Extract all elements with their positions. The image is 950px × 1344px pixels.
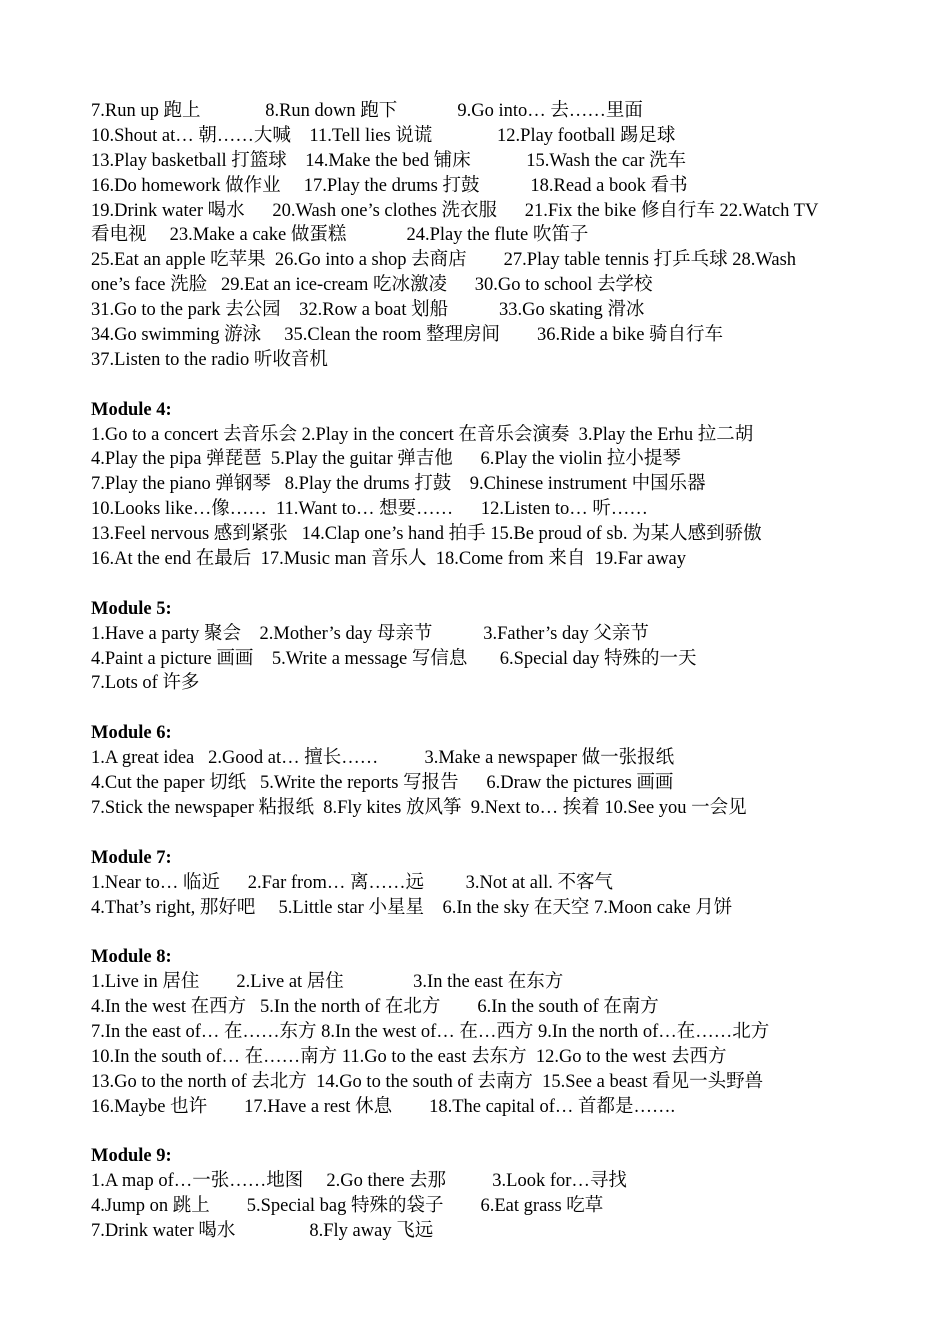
module-5-section [91,597,871,697]
text-line: 10.In the south of… 在……南方 11.Go to the east 去东方 12.Go to the west 去西方 [91,1046,727,1067]
text-line: 7.Play the piano 弹钢琴 8.Play the drums 打鼓 9.Chinese instrument 中国乐器 [91,474,706,495]
module-4-section [91,398,871,572]
text-line: 4.That’s right, 那好吧 5.Little star 小星星 6.In the sky 在天空 7.Moon cake 月饼 [91,897,733,918]
text-line: 13.Play basketball 打篮球 14.Make the bed 铺床 15.Wash the car 洗车 [91,150,687,171]
text-line: 1.A map of…一张……地图 2.Go there 去那 3.Look for…寻找 [91,1171,627,1192]
text-line: 4.Play the pipa 弹琵琶 5.Play the guitar 弹吉他 6.Play the violin 拉小提琴 [91,449,681,470]
text-line: 4.Cut the paper 切纸 5.Write the reports 写报告 6.Draw the pictures 画画 [91,773,674,794]
text-line: 4.Jump on 跳上 5.Special bag 特殊的袋子 6.Eat grass 吃草 [91,1196,604,1217]
text-line: 25.Eat an apple 吃苹果 26.Go into a shop 去商店 27.Play table tennis 打乒乓球 28.Wash [91,250,797,271]
text-line: 16.Do homework 做作业 17.Play the drums 打鼓 18.Read a book 看书 [91,175,688,196]
text-line: 4.In the west 在西方 5.In the north of 在北方 6.In the south of 在南方 [91,997,659,1018]
spacer [91,821,871,846]
text-line: 19.Drink water 喝水 20.Wash one’s clothes 洗衣服 21.Fix the bike 修自行车 22.Watch TV [91,200,819,221]
spacer [91,696,871,721]
text-line: 1.Near to… 临近 2.Far from… 离……远 3.Not at all. 不客气 [91,872,614,893]
module-heading: Module 9: [91,1146,172,1167]
spacer [91,373,871,398]
document-page [91,99,871,1244]
text-line: 16.At the end 在最后 17.Music man 音乐人 18.Come from 来自 19.Far away [91,549,687,570]
text-line: 13.Go to the north of 去北方 14.Go to the south of 去南方 15.See a beast 看见一头野兽 [91,1071,764,1092]
text-line: one’s face 洗脸 29.Eat an ice-cream 吃冰激凌 30.Go to school 去学校 [91,275,653,296]
text-line: 31.Go to the park 去公园 32.Row a boat 划船 33.Go skating 滑冰 [91,300,645,321]
text-line: 1.Have a party 聚会 2.Mother’s day 母亲节 3.Father’s day 父亲节 [91,623,649,644]
text-line: 13.Feel nervous 感到紧张 14.Clap one’s hand 拍手 15.Be proud of sb. 为某人感到骄傲 [91,524,762,545]
text-line: 7.In the east of… 在……东方 8.In the west of… 在…西方 9.In the north of…在……北方 [91,1021,770,1042]
module-8-section [91,945,871,1119]
text-line: 34.Go swimming 游泳 35.Clean the room 整理房间 36.Ride a bike 骑自行车 [91,325,724,346]
text-line: 看电视 23.Make a cake 做蛋糕 24.Play the flute 吹笛子 [91,225,589,246]
text-line: 1.Go to a concert 去音乐会 2.Play in the concert 在音乐会演奏 3.Play the Erhu 拉二胡 [91,424,754,445]
text-line: 7.Run up 跑上 8.Run down 跑下 9.Go into… 去……里面 [91,101,643,121]
text-line: 10.Shout at… 朝……大喊 11.Tell lies 说谎 12.Play football 踢足球 [91,125,676,146]
text-line: 37.Listen to the radio 听收音机 [91,349,328,370]
text-line: 4.Paint a picture 画画 5.Write a message 写信息 6.Special day 特殊的一天 [91,648,697,669]
text-line: 1.A great idea 2.Good at… 擅长…… 3.Make a newspaper 做一张报纸 [91,748,675,769]
text-line: 7.Stick the newspaper 粘报纸 8.Fly kites 放风筝 9.Next to… 挨着 10.See you 一会见 [91,797,747,818]
text-line: 7.Lots of 许多 [91,673,200,694]
text-line: 16.Maybe 也许 17.Have a rest 休息 18.The capital of… 首都是……. [91,1096,676,1117]
module-7-section [91,846,871,921]
module-heading: Module 4: [91,399,172,420]
module-heading: Module 5: [91,598,172,619]
module-heading: Module 7: [91,847,172,868]
intro-block [91,99,871,373]
text-line: 1.Live in 居住 2.Live at 居住 3.In the east 在东方 [91,972,564,993]
spacer [91,920,871,945]
module-heading: Module 6: [91,723,172,744]
spacer [91,572,871,597]
module-9-section [91,1144,871,1244]
text-line: 10.Looks like…像…… 11.Want to… 想要…… 12.Listen to… 听…… [91,499,648,520]
module-heading: Module 8: [91,947,172,968]
spacer [91,1120,871,1145]
text-line: 7.Drink water 喝水 8.Fly away 飞远 [91,1221,434,1242]
module-6-section [91,721,871,821]
